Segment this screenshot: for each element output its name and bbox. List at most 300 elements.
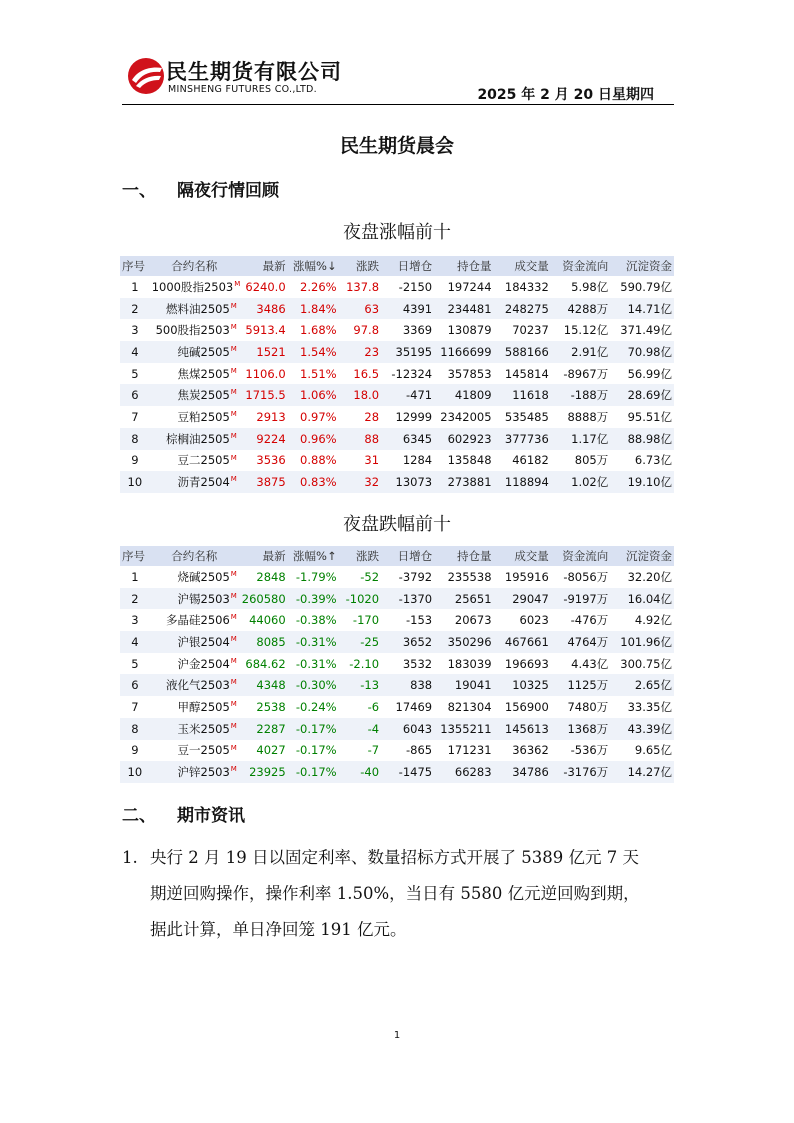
main-contract-marker: M	[230, 678, 237, 687]
cell-text: 28.69亿	[627, 388, 672, 403]
cell-text: 2.91亿	[571, 344, 609, 359]
table-row[interactable]	[120, 406, 674, 428]
cell-value	[339, 319, 381, 341]
main-contract-marker: M	[230, 721, 237, 730]
cell-text: 46182	[512, 453, 549, 468]
cell-value	[239, 428, 288, 450]
cell-text: 1.02亿	[571, 475, 609, 490]
cell-text: 6.73亿	[634, 453, 672, 468]
cell-text: -1475	[398, 765, 433, 780]
cell-text: 4	[131, 344, 139, 359]
cell-value	[610, 319, 674, 341]
cell-value	[339, 609, 381, 631]
cell-text: 235538	[447, 569, 492, 584]
cell-text: 300.75亿	[620, 656, 672, 671]
contract-name	[150, 566, 239, 588]
cell-text: 烧碱2505	[177, 569, 230, 584]
table-row[interactable]	[120, 631, 674, 653]
cell-value	[381, 363, 434, 385]
row-index	[120, 718, 150, 740]
cell-text: 9	[131, 743, 139, 758]
cell-text: 33.35亿	[627, 699, 672, 714]
cell-value	[434, 631, 493, 653]
cell-text: 豆一2505	[177, 743, 230, 758]
cell-text: 1284	[402, 453, 433, 468]
contract-name	[150, 740, 239, 762]
report-date: 2025 年 2 月 20 日星期四	[477, 87, 654, 103]
cell-text: 13073	[395, 475, 433, 490]
cell-value	[551, 696, 610, 718]
contract-name	[150, 631, 239, 653]
cell-text: 101.96亿	[620, 634, 672, 649]
cell-value	[610, 363, 674, 385]
cell-value	[494, 363, 551, 385]
cell-text: 156900	[504, 699, 549, 714]
table-row[interactable]	[120, 588, 674, 610]
cell-value	[339, 696, 381, 718]
news-item-number: 1.	[122, 848, 138, 867]
cell-text: 14.71亿	[627, 301, 672, 316]
row-index	[120, 631, 150, 653]
cell-text: 燃料油2505	[166, 301, 230, 316]
cell-text: 5	[131, 366, 139, 381]
cell-value	[494, 718, 551, 740]
cell-text: 602923	[447, 431, 492, 446]
contract-name	[150, 450, 239, 472]
cell-value	[551, 276, 610, 298]
contract-name	[150, 341, 239, 363]
cell-value	[551, 450, 610, 472]
cell-text: 838	[410, 678, 433, 693]
cell-text: -2.10	[349, 656, 380, 671]
column-header[interactable]: 涨跌	[339, 256, 381, 276]
cell-text: 357853	[447, 366, 492, 381]
cell-value	[239, 718, 288, 740]
cell-text: -13	[360, 678, 380, 693]
cell-text: 66283	[454, 765, 492, 780]
cell-value	[381, 406, 434, 428]
cell-value	[610, 740, 674, 762]
cell-text: 8085	[256, 634, 286, 649]
cell-value	[339, 384, 381, 406]
cell-text: 44060	[249, 613, 286, 628]
contract-name	[150, 761, 239, 783]
contract-name	[150, 384, 239, 406]
cell-value	[551, 298, 610, 320]
cell-text: 14.27亿	[627, 765, 672, 780]
cell-value	[288, 566, 339, 588]
cell-value	[610, 631, 674, 653]
cell-text: 31	[364, 453, 380, 468]
cell-value	[551, 718, 610, 740]
cell-text: 29047	[512, 591, 549, 606]
cell-text: -52	[360, 569, 380, 584]
cell-value	[551, 761, 610, 783]
cell-value	[288, 761, 339, 783]
table-row[interactable]	[120, 276, 674, 298]
news-line: 央行 2 月 19 日以固定利率、数量招标方式开展了 5389 亿元 7 天	[150, 848, 639, 867]
cell-text: 1106.0	[245, 366, 286, 381]
cell-text: 12999	[395, 409, 433, 424]
cell-value	[239, 674, 288, 696]
cell-text: 棕榈油2505	[166, 431, 230, 446]
contract-name	[150, 653, 239, 675]
cell-value	[494, 674, 551, 696]
cell-text: -8056万	[563, 569, 609, 584]
cell-value	[610, 384, 674, 406]
cell-text: 多晶硅2506	[166, 613, 230, 628]
cell-value	[381, 631, 434, 653]
cell-text: 3	[131, 613, 139, 628]
cell-text: 145814	[504, 366, 549, 381]
column-header[interactable]: 资金流向	[551, 256, 610, 276]
document-title: 民生期货晨会	[339, 135, 454, 157]
cell-value	[610, 450, 674, 472]
cell-text: 35195	[395, 344, 433, 359]
cell-text: 甲醇2505	[177, 699, 230, 714]
cell-value	[239, 341, 288, 363]
cell-value	[434, 276, 493, 298]
cell-text: 焦炭2505	[177, 388, 230, 403]
cell-value	[339, 450, 381, 472]
column-header[interactable]: 涨幅%↑	[288, 546, 339, 566]
cell-text: 2913	[256, 409, 286, 424]
cell-value	[288, 276, 339, 298]
cell-value	[551, 631, 610, 653]
cell-text: 2287	[256, 721, 286, 736]
row-index	[120, 609, 150, 631]
cell-text: 0.83%	[300, 475, 337, 490]
contract-name	[150, 718, 239, 740]
row-index	[120, 674, 150, 696]
column-header[interactable]: 日增仓	[381, 546, 434, 566]
cell-value	[610, 566, 674, 588]
cell-value	[381, 276, 434, 298]
cell-value	[494, 696, 551, 718]
cell-text: 171231	[447, 743, 492, 758]
cell-text: 4.92亿	[634, 613, 672, 628]
cell-text: 467661	[504, 634, 549, 649]
cell-text: -0.17%	[295, 743, 337, 758]
cell-value	[551, 653, 610, 675]
cell-value	[381, 428, 434, 450]
cell-value	[434, 471, 493, 493]
cell-text: -471	[405, 388, 433, 403]
cell-value	[610, 471, 674, 493]
table-row[interactable]	[120, 761, 674, 783]
cell-text: -0.39%	[295, 591, 337, 606]
column-header[interactable]: 涨跌	[339, 546, 381, 566]
table-row[interactable]	[120, 298, 674, 320]
cell-value	[288, 588, 339, 610]
cell-text: 1.84%	[300, 301, 337, 316]
cell-value	[288, 384, 339, 406]
cell-text: -0.17%	[295, 765, 337, 780]
cell-text: 1.17亿	[571, 431, 609, 446]
cell-value	[239, 588, 288, 610]
cell-text: 18.0	[353, 388, 380, 403]
table-row[interactable]	[120, 384, 674, 406]
column-header[interactable]: 成交量	[494, 546, 551, 566]
cell-text: 821304	[447, 699, 492, 714]
main-contract-marker: M	[230, 431, 237, 440]
column-header[interactable]: 沉淀资金	[610, 256, 674, 276]
cell-text: 10325	[512, 678, 549, 693]
cell-text: 5913.4	[245, 323, 286, 338]
cell-value	[239, 631, 288, 653]
losers-table-title: 夜盘跌幅前十	[343, 514, 451, 535]
cell-value	[434, 761, 493, 783]
cell-text: 1715.5	[245, 388, 286, 403]
cell-text: 1.68%	[300, 323, 337, 338]
cell-text: 5	[131, 656, 139, 671]
row-index	[120, 450, 150, 472]
cell-text: 36362	[512, 743, 549, 758]
cell-text: -3176万	[563, 765, 609, 780]
cell-value	[288, 696, 339, 718]
section-heading-overnight	[122, 176, 279, 201]
cell-text: 88	[364, 431, 380, 446]
cell-text: 590.79亿	[620, 279, 672, 294]
cell-value	[434, 588, 493, 610]
cell-value	[381, 450, 434, 472]
cell-text: 4764万	[567, 634, 609, 649]
column-header[interactable]: 序号	[120, 546, 150, 566]
cell-text: 10	[127, 765, 143, 780]
cell-value	[288, 631, 339, 653]
table-row[interactable]	[120, 450, 674, 472]
news-line: 期逆回购操作，操作利率 1.50%，当日有 5580 亿元逆回购到期，	[150, 884, 640, 903]
cell-text: 43.39亿	[627, 721, 672, 736]
cell-text: 1521	[256, 344, 286, 359]
cell-text: 196693	[504, 656, 549, 671]
cell-text: 10	[127, 475, 143, 490]
column-header[interactable]: 持仓量	[434, 546, 493, 566]
cell-text: 8	[131, 431, 139, 446]
cell-value	[551, 363, 610, 385]
row-index	[120, 471, 150, 493]
cell-text: 56.99亿	[627, 366, 672, 381]
main-contract-marker: M	[230, 743, 237, 752]
cell-value	[434, 298, 493, 320]
cell-text: 沪锌2503	[177, 765, 230, 780]
cell-text: 3536	[256, 453, 286, 468]
main-contract-marker: M	[230, 570, 237, 579]
table-row[interactable]	[120, 653, 674, 675]
table-row[interactable]	[120, 319, 674, 341]
cell-text: 豆二2505	[177, 453, 230, 468]
cell-value	[494, 298, 551, 320]
table-row[interactable]	[120, 471, 674, 493]
cell-text: 9224	[256, 431, 286, 446]
main-contract-marker: M	[230, 656, 237, 665]
news-item	[122, 840, 678, 948]
cell-text: 6240.0	[245, 279, 286, 294]
row-index	[120, 428, 150, 450]
cell-text: -4	[367, 721, 380, 736]
cell-value	[339, 298, 381, 320]
cell-text: -12324	[391, 366, 433, 381]
table-row[interactable]	[120, 674, 674, 696]
column-header[interactable]: 持仓量	[434, 256, 493, 276]
cell-text: 1.54%	[300, 344, 337, 359]
column-header[interactable]: 最新	[239, 546, 288, 566]
cell-text: 1.51%	[300, 366, 337, 381]
section-number: 一、	[122, 181, 156, 201]
cell-value	[381, 653, 434, 675]
contract-name	[150, 276, 239, 298]
table-row[interactable]	[120, 696, 674, 718]
cell-text: 沪锡2503	[177, 591, 230, 606]
cell-value	[381, 696, 434, 718]
cell-text: 34786	[512, 765, 549, 780]
cell-value	[434, 696, 493, 718]
main-contract-marker: M	[230, 410, 237, 419]
cell-text: 6023	[519, 613, 549, 628]
cell-text: 1166699	[440, 344, 492, 359]
cell-value	[381, 341, 434, 363]
cell-text: -25	[360, 634, 380, 649]
cell-text: 0.88%	[300, 453, 337, 468]
cell-text: 17469	[395, 699, 433, 714]
cell-value	[339, 631, 381, 653]
cell-value	[288, 319, 339, 341]
cell-text: 1	[131, 279, 139, 294]
table-row[interactable]	[120, 341, 674, 363]
cell-text: 350296	[447, 634, 492, 649]
column-header[interactable]: 合约名称	[150, 546, 239, 566]
contract-name	[150, 406, 239, 428]
main-contract-marker: M	[230, 700, 237, 709]
cell-value	[494, 631, 551, 653]
cell-value	[551, 341, 610, 363]
cell-value	[239, 406, 288, 428]
cell-value	[288, 609, 339, 631]
cell-text: 4288万	[567, 301, 609, 316]
cell-value	[610, 653, 674, 675]
cell-text: 2538	[256, 699, 286, 714]
cell-value	[434, 363, 493, 385]
cell-value	[494, 471, 551, 493]
row-index	[120, 276, 150, 298]
cell-value	[381, 718, 434, 740]
main-contract-marker: M	[230, 635, 237, 644]
cell-text: 15.12亿	[563, 323, 609, 338]
cell-value	[610, 341, 674, 363]
cell-text: -40	[360, 765, 380, 780]
cell-value	[288, 471, 339, 493]
cell-value	[494, 588, 551, 610]
cell-value	[494, 761, 551, 783]
cell-text: 377736	[504, 431, 549, 446]
column-header[interactable]: 沉淀资金	[610, 546, 674, 566]
cell-text: 9	[131, 453, 139, 468]
cell-value	[288, 298, 339, 320]
cell-text: 23	[364, 344, 380, 359]
cell-text: 135848	[447, 453, 492, 468]
main-contract-marker: M	[230, 301, 237, 310]
cell-text: -6	[367, 699, 380, 714]
cell-text: 1355211	[440, 721, 492, 736]
cell-text: 2.26%	[300, 279, 337, 294]
cell-value	[288, 341, 339, 363]
column-header[interactable]: 涨幅%↓	[288, 256, 339, 276]
main-contract-marker: M	[230, 345, 237, 354]
cell-text: -3792	[398, 569, 433, 584]
column-header[interactable]: 合约名称	[150, 256, 239, 276]
cell-value	[494, 406, 551, 428]
cell-value	[381, 566, 434, 588]
cell-text: 500股指2503	[155, 323, 230, 338]
column-header[interactable]: 序号	[120, 256, 150, 276]
cell-text: 3652	[402, 634, 433, 649]
column-header[interactable]: 日增仓	[381, 256, 434, 276]
column-header[interactable]: 资金流向	[551, 546, 610, 566]
row-index	[120, 653, 150, 675]
column-header[interactable]: 最新	[239, 256, 288, 276]
cell-text: -9197万	[563, 591, 609, 606]
cell-text: 4348	[256, 678, 286, 693]
cell-text: 183039	[447, 656, 492, 671]
table-row[interactable]	[120, 566, 674, 588]
cell-text: -153	[405, 613, 433, 628]
cell-text: 8	[131, 721, 139, 736]
cell-value	[610, 298, 674, 320]
contract-name	[150, 609, 239, 631]
cell-text: 16.5	[353, 366, 380, 381]
main-contract-marker: M	[230, 388, 237, 397]
cell-value	[434, 740, 493, 762]
table-row[interactable]	[120, 718, 674, 740]
cell-text: 16.04亿	[627, 591, 672, 606]
cell-text: 2	[131, 301, 139, 316]
cell-text: -1370	[398, 591, 433, 606]
cell-text: 535485	[504, 409, 549, 424]
contract-name	[150, 674, 239, 696]
cell-text: -0.30%	[295, 678, 337, 693]
cell-text: 19.10亿	[627, 475, 672, 490]
gainers-table	[120, 256, 674, 493]
table-row[interactable]	[120, 428, 674, 450]
row-index	[120, 740, 150, 762]
cell-text: 7	[131, 699, 139, 714]
news-line: 据此计算，单日净回笼 191 亿元。	[150, 920, 407, 939]
cell-value	[610, 696, 674, 718]
cell-value	[288, 674, 339, 696]
cell-value	[339, 566, 381, 588]
cell-value	[494, 276, 551, 298]
cell-value	[434, 341, 493, 363]
cell-value	[239, 653, 288, 675]
contract-name	[150, 298, 239, 320]
cell-text: 9.65亿	[634, 743, 672, 758]
cell-value	[288, 428, 339, 450]
main-contract-marker: M	[230, 765, 237, 774]
contract-name	[150, 588, 239, 610]
cell-value	[551, 471, 610, 493]
contract-name	[150, 428, 239, 450]
cell-text: 3486	[256, 301, 286, 316]
cell-value	[239, 696, 288, 718]
table-row[interactable]	[120, 609, 674, 631]
column-header[interactable]: 成交量	[494, 256, 551, 276]
section-title: 隔夜行情回顾	[177, 181, 279, 201]
cell-text: 4027	[256, 743, 286, 758]
table-row[interactable]	[120, 363, 674, 385]
cell-text: -8967万	[563, 366, 609, 381]
table-row[interactable]	[120, 740, 674, 762]
cell-text: 0.97%	[300, 409, 337, 424]
